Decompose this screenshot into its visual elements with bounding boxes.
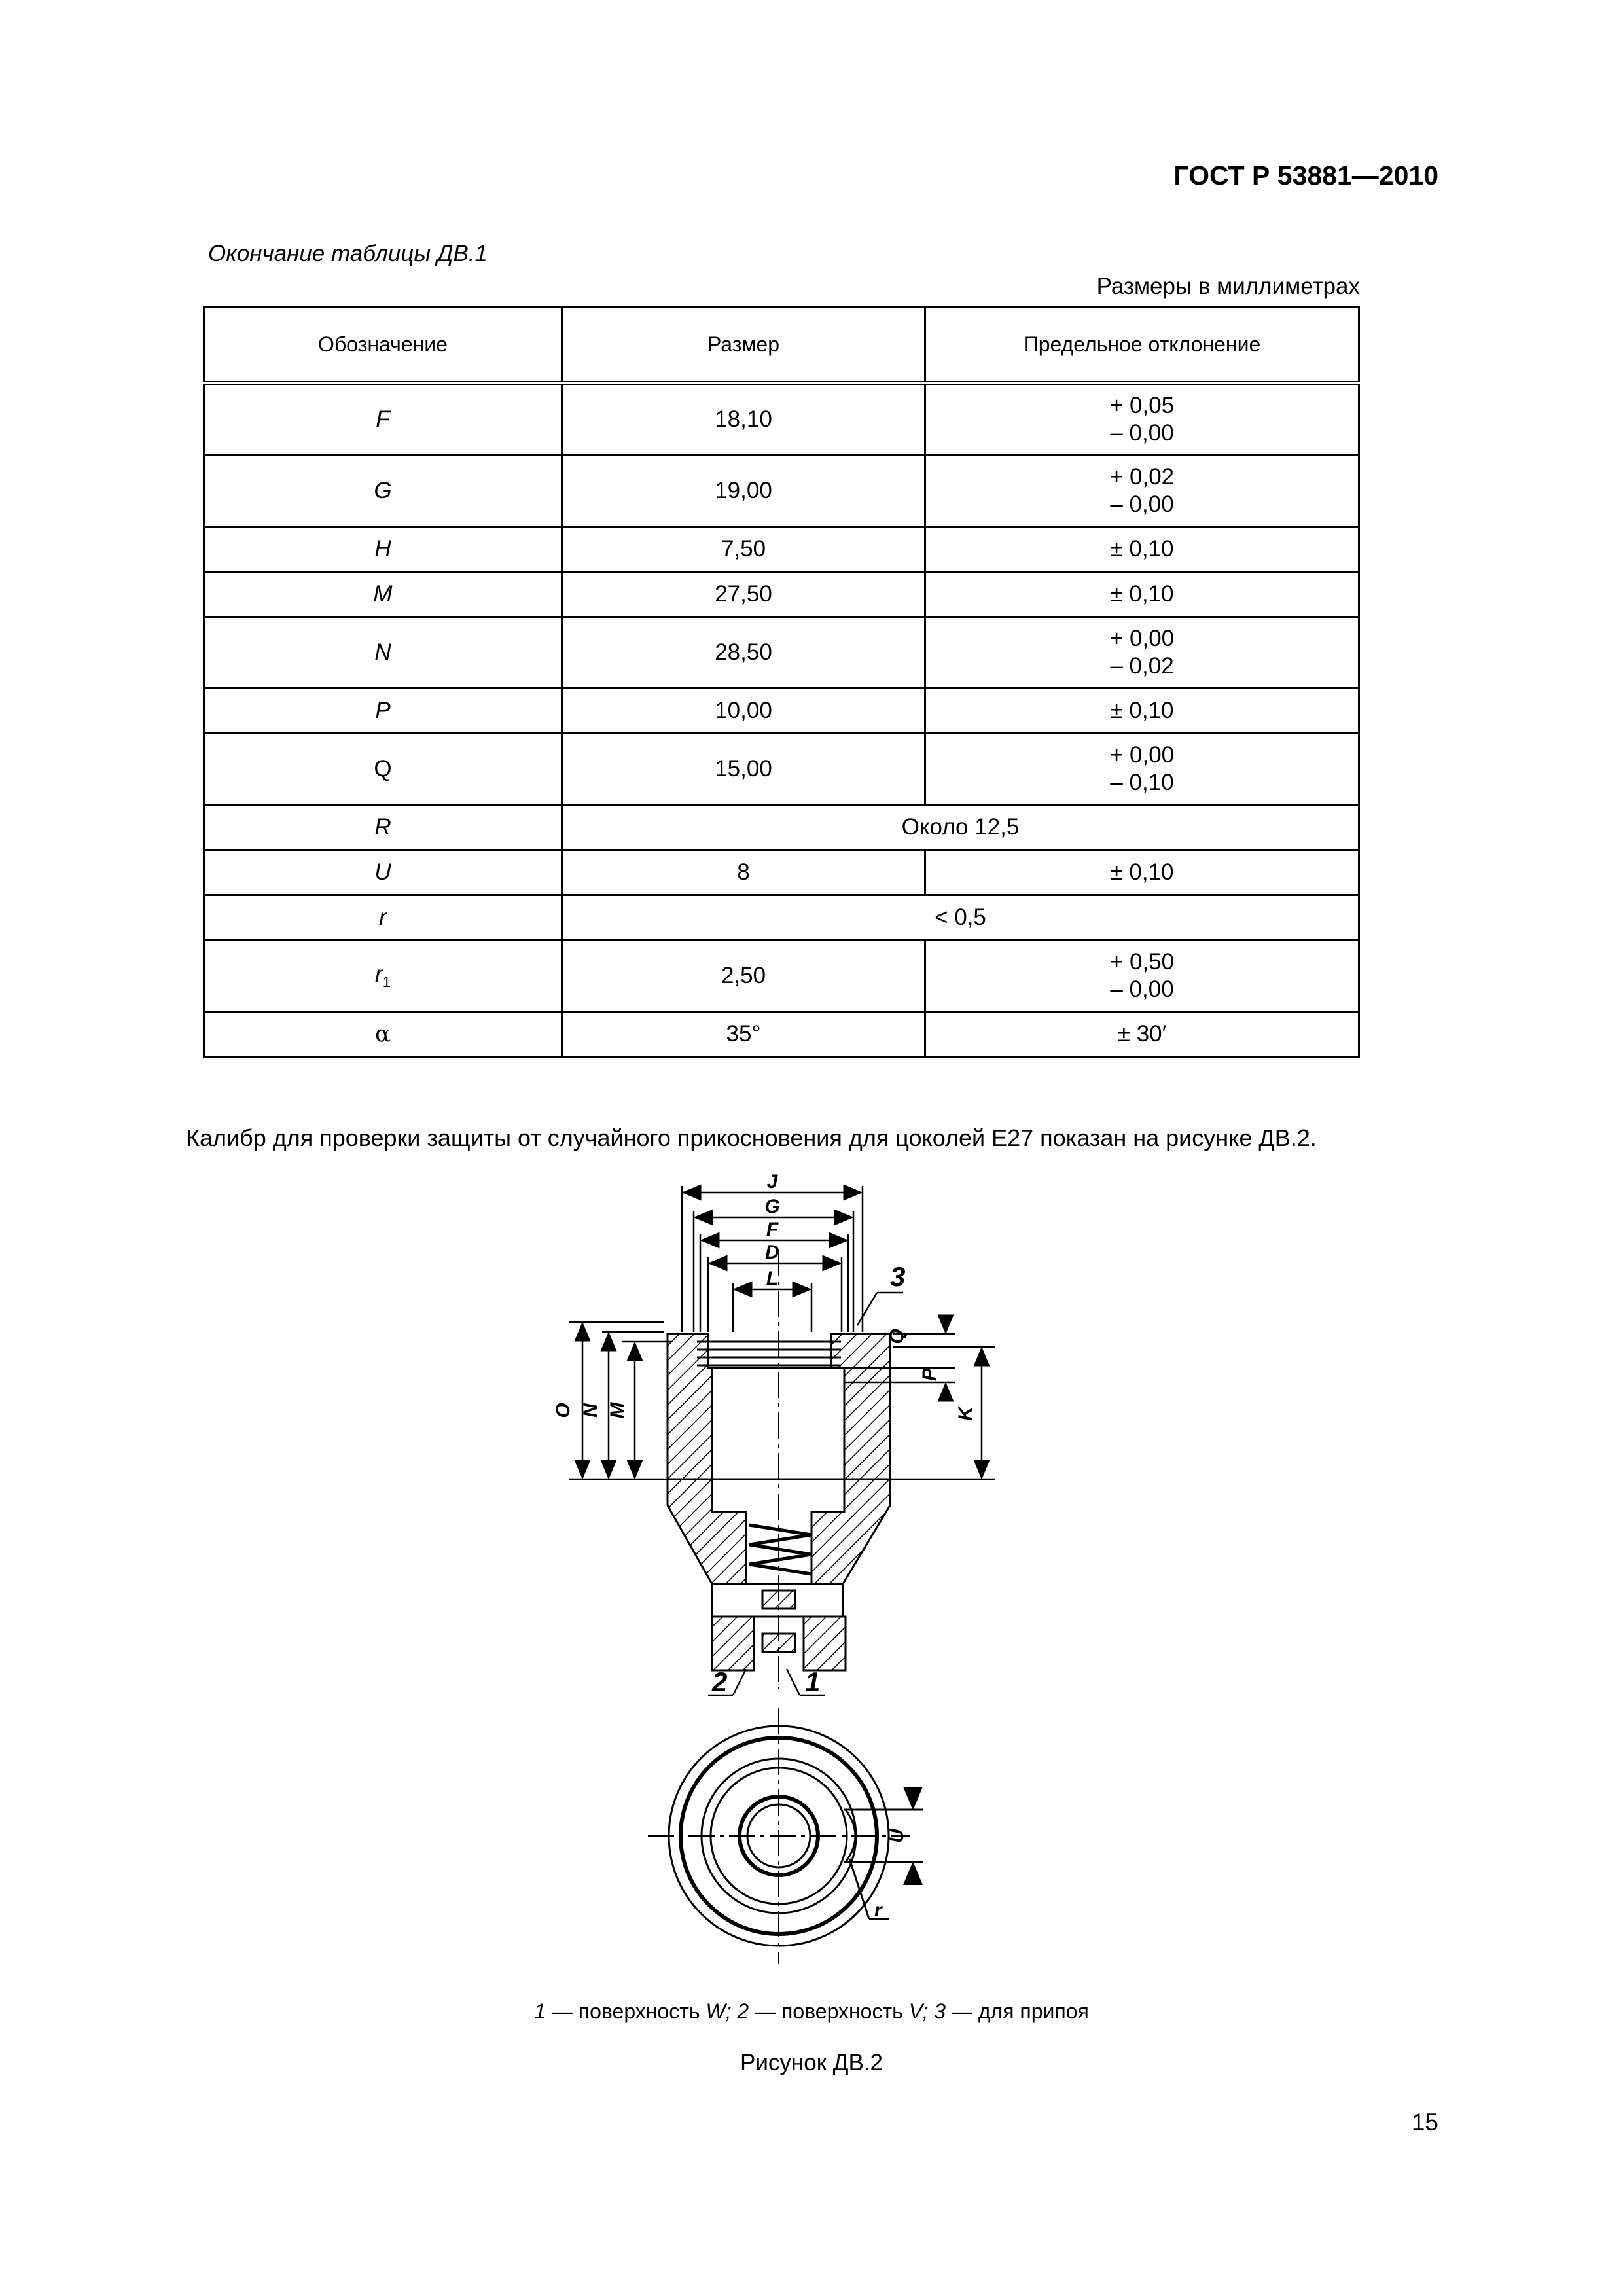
table-row xyxy=(204,805,1359,850)
deviation-minus: – 0,02 xyxy=(1110,653,1174,679)
label-k: K xyxy=(955,1407,976,1421)
label-l: L xyxy=(766,1268,779,1289)
label-q: Q xyxy=(886,1329,908,1344)
designation-cell: U xyxy=(204,850,562,895)
deviation-cell: ± 0,10 xyxy=(925,850,1359,895)
deviation-cell: ± 0,10 xyxy=(925,527,1359,572)
table-row xyxy=(204,572,1359,617)
merged-value-cell: < 0,5 xyxy=(562,895,1359,941)
size-cell: 28,50 xyxy=(562,617,925,689)
units-note: Размеры в миллиметрах xyxy=(1096,274,1360,299)
deviation-minus: – 0,00 xyxy=(1110,420,1174,446)
deviation-plus: + 0,50 xyxy=(1109,949,1175,975)
merged-value-cell: Около 12,5 xyxy=(562,805,1359,850)
designation-cell: M xyxy=(204,572,562,617)
label-f: F xyxy=(766,1219,779,1240)
label-m: M xyxy=(607,1402,628,1419)
designation-text: r xyxy=(375,961,383,987)
deviation-minus: – 0,00 xyxy=(1110,492,1174,517)
designation-cell xyxy=(204,941,562,1012)
size-cell: 15,00 xyxy=(562,734,925,805)
table-row xyxy=(204,456,1359,527)
deviation-cell: ± 30′ xyxy=(925,1012,1359,1057)
table-row xyxy=(204,527,1359,572)
label-j: J xyxy=(766,1171,778,1193)
label-d: D xyxy=(765,1242,779,1263)
designation-cell: R xyxy=(204,805,562,850)
designation-cell: N xyxy=(204,617,562,689)
table-row xyxy=(204,617,1359,689)
deviation-cell xyxy=(925,734,1359,805)
column-header-size: Размер xyxy=(562,308,925,384)
deviation-cell xyxy=(925,941,1359,1012)
designation-cell: H xyxy=(204,527,562,572)
label-o: O xyxy=(552,1403,574,1418)
callout-2: 2 xyxy=(712,1666,728,1697)
deviation-minus: – 0,00 xyxy=(1110,977,1174,1002)
document-id: ГОСТ Р 53881—2010 xyxy=(1173,160,1438,190)
deviation-cell: ± 0,10 xyxy=(925,689,1359,734)
table-row xyxy=(204,1012,1359,1057)
designation-cell: α xyxy=(204,1012,562,1057)
column-header-designation: Обозначение xyxy=(204,308,562,384)
table-row xyxy=(204,689,1359,734)
table-row xyxy=(204,941,1359,1012)
deviation-cell xyxy=(925,383,1359,456)
label-g: G xyxy=(764,1196,780,1217)
deviation-plus: + 0,00 xyxy=(1109,742,1175,768)
designation-cell: G xyxy=(204,456,562,527)
table-row xyxy=(204,383,1359,456)
deviation-plus: + 0,00 xyxy=(1109,626,1175,651)
designation-cell: Q xyxy=(204,734,562,805)
label-r: r xyxy=(874,1899,882,1921)
label-p: P xyxy=(919,1367,940,1382)
table-continuation-label: Окончание таблицы ДВ.1 xyxy=(208,241,488,266)
gauge-drawing xyxy=(537,1165,1008,1983)
deviation-plus: + 0,02 xyxy=(1109,464,1175,490)
designation-cell: r xyxy=(204,895,562,941)
page-number: 15 xyxy=(1411,2109,1438,2136)
designation-cell: F xyxy=(204,383,562,456)
size-cell: 19,00 xyxy=(562,456,925,527)
table-row xyxy=(204,850,1359,895)
deviation-cell xyxy=(925,617,1359,689)
size-cell: 35° xyxy=(562,1012,925,1057)
size-cell: 10,00 xyxy=(562,689,925,734)
label-n: N xyxy=(580,1403,601,1418)
column-header-deviation: Предельное отклонение xyxy=(925,308,1359,384)
figure-caption: Рисунок ДВ.2 xyxy=(740,2050,883,2075)
callout-1: 1 xyxy=(805,1666,821,1697)
body-paragraph: Калибр для проверки защиты от случайного прикосновения для цоколей Е27 показан на рисунке ДВ.2. xyxy=(186,1124,1317,1151)
designation-cell: P xyxy=(204,689,562,734)
gauge-top-view xyxy=(648,1708,923,1964)
designation-subscript: 1 xyxy=(382,973,391,990)
dimensions-table xyxy=(203,306,1360,1058)
deviation-plus: + 0,05 xyxy=(1109,393,1175,418)
callout-3: 3 xyxy=(890,1261,906,1292)
size-cell: 8 xyxy=(562,850,925,895)
size-cell: 27,50 xyxy=(562,572,925,617)
deviation-cell xyxy=(925,456,1359,527)
table-row xyxy=(204,895,1359,941)
label-u: U xyxy=(886,1829,908,1843)
size-cell: 7,50 xyxy=(562,527,925,572)
size-cell: 18,10 xyxy=(562,383,925,456)
table-row xyxy=(204,734,1359,805)
figure-legend: 1 — поверхность W; 2 — поверхность V; 3 — для припоя xyxy=(534,2000,1089,2023)
deviation-minus: – 0,10 xyxy=(1110,770,1174,795)
size-cell: 2,50 xyxy=(562,941,925,1012)
deviation-cell: ± 0,10 xyxy=(925,572,1359,617)
